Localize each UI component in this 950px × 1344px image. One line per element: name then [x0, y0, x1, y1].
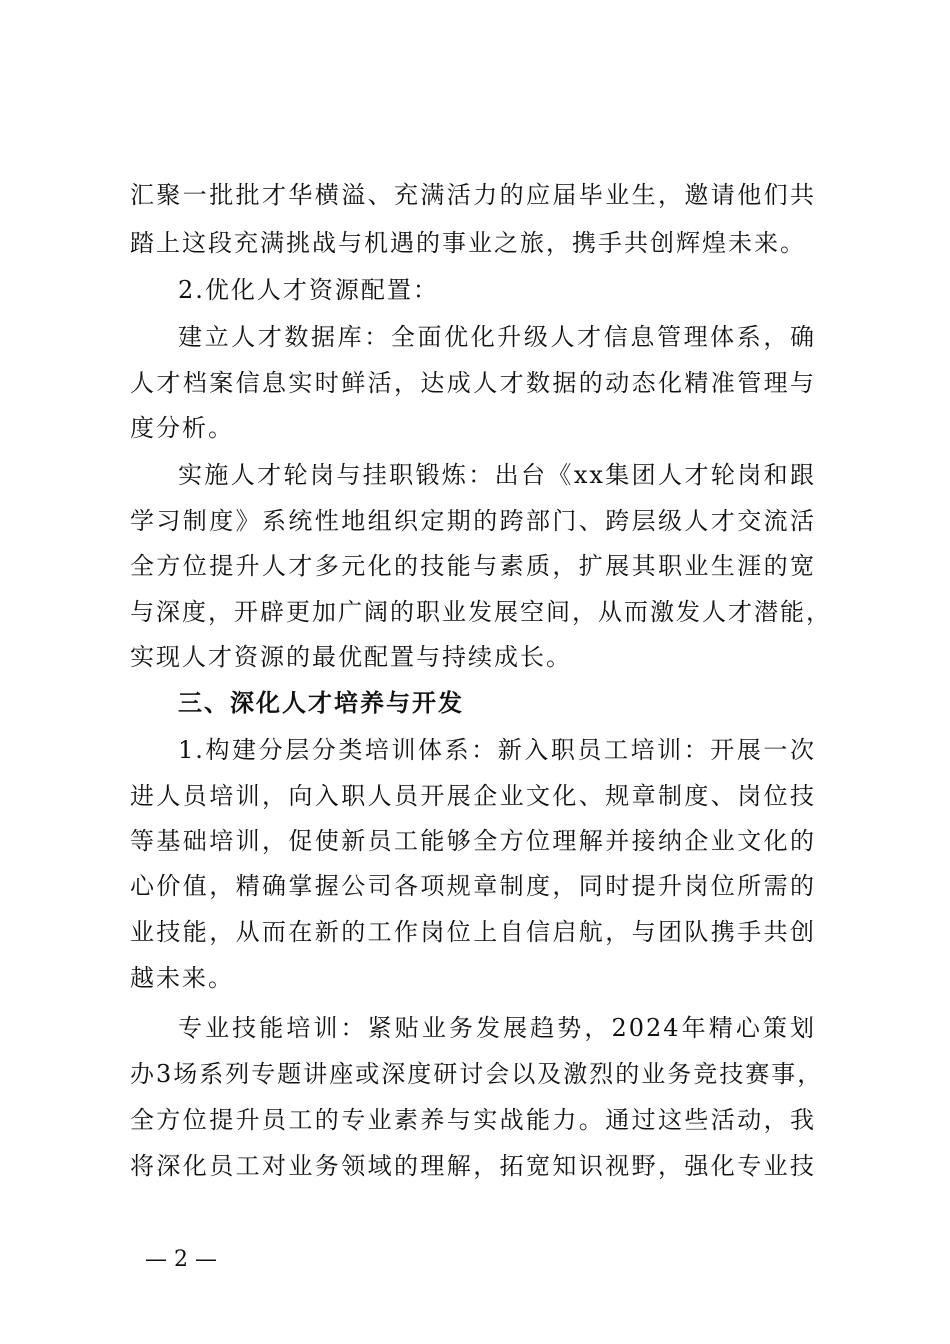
text-line: 汇聚一批批才华横溢、充满活力的应届毕业生，邀请他们共 — [130, 181, 816, 209]
text-line: 进人员培训，向入职人员开展企业文化、规章制度、岗位技 — [130, 782, 816, 810]
text-line: 2.优化人才资源配置： — [178, 276, 439, 304]
text-line: 等基础培训，促使新员工能够全方位理解并接纳企业文化的 — [130, 827, 816, 855]
text-line: 全方位提升人才多元化的技能与素质，扩展其职业生涯的宽 — [130, 552, 816, 580]
text-line: 建立人才数据库：全面优化升级人才信息管理体系，确 — [178, 323, 816, 351]
text-line: 越未来。 — [130, 964, 234, 992]
text-line: 踏上这段充满挑战与机遇的事业之旅，携手共创辉煌未来。 — [130, 229, 806, 257]
section-heading: 三、深化人才培养与开发 — [178, 689, 464, 717]
text-line: 业技能，从而在新的工作岗位上自信启航，与团队携手共创 — [130, 918, 816, 946]
text-line: 人才档案信息实时鲜活，达成人才数据的动态化精准管理与 — [130, 369, 816, 397]
text-line: 与深度，开辟更加广阔的职业发展空间，从而激发人才潜能， — [130, 598, 832, 626]
text-line: 实施人才轮岗与挂职锻炼：出台《xx集团人才轮岗和跟 — [178, 461, 816, 489]
text-line: 学习制度》系统性地组织定期的跨部门、跨层级人才交流活 — [130, 507, 816, 535]
text-line: 办3场系列专题讲座或深度研讨会以及激烈的业务竞技赛事， — [130, 1060, 824, 1088]
text-line: 度分析。 — [130, 414, 234, 442]
text-line: 全方位提升员工的专业素养与实战能力。通过这些活动，我 — [130, 1106, 816, 1134]
text-line: 将深化员工对业务领域的理解，拓宽知识视野，强化专业技 — [130, 1152, 816, 1180]
text-line: 专业技能培训：紧贴业务发展趋势，2024年精心策划 — [178, 1014, 816, 1042]
text-line: 心价值，精确掌握公司各项规章制度，同时提升岗位所需的 — [130, 872, 816, 900]
page-number: — 2 — — [145, 1247, 217, 1272]
text-line: 实现人才资源的最优配置与持续成长。 — [130, 643, 572, 671]
text-line: 1.构建分层分类培训体系：新入职员工培训：开展一次 — [178, 736, 816, 764]
